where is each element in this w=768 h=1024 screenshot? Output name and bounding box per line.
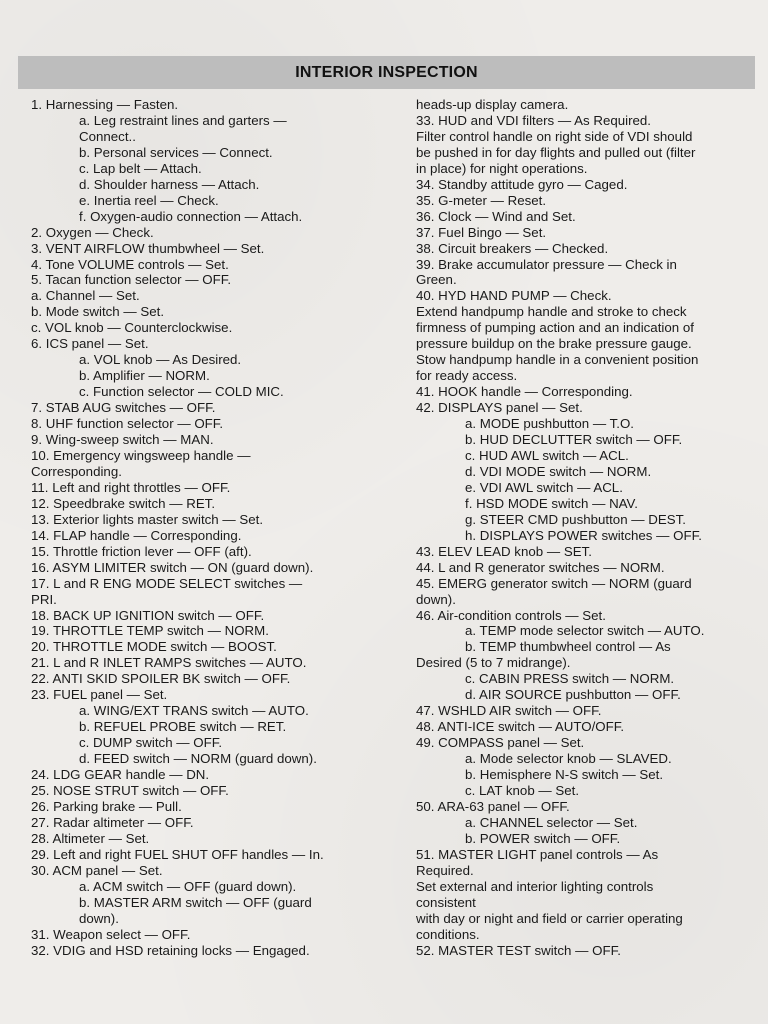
checklist-line: 52. MASTER TEST switch — OFF. bbox=[416, 942, 621, 958]
checklist-line: Green. bbox=[416, 272, 457, 288]
checklist-line: 30. ACM panel — Set. bbox=[31, 862, 163, 878]
checklist-line: a. VOL knob — As Desired. bbox=[79, 352, 242, 368]
checklist-line: 49. COMPASS panel — Set. bbox=[416, 735, 585, 751]
checklist-line: 18. BACK UP IGNITION switch — OFF. bbox=[31, 607, 265, 623]
checklist-line: b. Personal services — Connect. bbox=[79, 144, 273, 160]
checklist-line: be pushed in for day flights and pulled out (filter bbox=[416, 144, 696, 160]
checklist-line: for ready access. bbox=[416, 368, 518, 384]
checklist-line: 27. Radar altimeter — OFF. bbox=[31, 814, 194, 830]
checklist-line: 37. Fuel Bingo — Set. bbox=[416, 224, 547, 240]
checklist-line: a. Channel — Set. bbox=[31, 288, 140, 304]
checklist-line: c. HUD AWL switch — ACL. bbox=[465, 447, 629, 463]
checklist-line: 8. UHF function selector — OFF. bbox=[31, 416, 224, 432]
checklist-line: b. HUD DECLUTTER switch — OFF. bbox=[465, 432, 683, 448]
checklist-line: 17. L and R ENG MODE SELECT switches — bbox=[31, 575, 303, 591]
checklist-line: with day or night and field or carrier operating bbox=[416, 910, 683, 926]
checklist-line: consistent bbox=[416, 894, 476, 910]
checklist-line: 7. STAB AUG switches — OFF. bbox=[31, 400, 216, 416]
checklist-line: pressure buildup on the brake pressure gauge. bbox=[416, 336, 692, 352]
checklist-line: 10. Emergency wingsweep handle — bbox=[31, 447, 251, 463]
checklist-line: Stow handpump handle in a convenient position bbox=[416, 352, 699, 368]
checklist-line: a. Mode selector knob — SLAVED. bbox=[465, 751, 672, 767]
checklist-line: 9. Wing-sweep switch — MAN. bbox=[31, 432, 214, 448]
checklist-line: Connect.. bbox=[79, 128, 136, 144]
checklist-line: 15. Throttle friction lever — OFF (aft). bbox=[31, 543, 252, 559]
checklist-line: 35. G-meter — Reset. bbox=[416, 192, 547, 208]
checklist-line: 36. Clock — Wind and Set. bbox=[416, 208, 576, 224]
left-column bbox=[31, 97, 401, 958]
checklist-line: 34. Standby attitude gyro — Caged. bbox=[416, 176, 628, 192]
checklist-line: 3. VENT AIRFLOW thumbwheel — Set. bbox=[31, 240, 265, 256]
checklist-line: c. DUMP switch — OFF. bbox=[79, 735, 223, 751]
checklist-line: Extend handpump handle and stroke to check bbox=[416, 304, 687, 320]
checklist-line: 26. Parking brake — Pull. bbox=[31, 798, 182, 814]
checklist-line: d. AIR SOURCE pushbutton — OFF. bbox=[465, 687, 681, 703]
checklist-line: firmness of pumping action and an indication of bbox=[416, 320, 694, 336]
checklist-line: 44. L and R generator switches — NORM. bbox=[416, 559, 665, 575]
checklist-line: 39. Brake accumulator pressure — Check in bbox=[416, 256, 677, 272]
checklist-line: 40. HYD HAND PUMP — Check. bbox=[416, 288, 612, 304]
checklist-line: 16. ASYM LIMITER switch — ON (guard down). bbox=[31, 559, 314, 575]
checklist-line: Set external and interior lighting controls bbox=[416, 878, 654, 894]
checklist-line: 2. Oxygen — Check. bbox=[31, 224, 154, 240]
checklist-line: 12. Speedbrake switch — RET. bbox=[31, 495, 216, 511]
checklist-line: c. LAT knob — Set. bbox=[465, 782, 580, 798]
checklist-line: 29. Left and right FUEL SHUT OFF handles — In. bbox=[31, 846, 324, 862]
checklist-line: 13. Exterior lights master switch — Set. bbox=[31, 511, 264, 527]
checklist-line: a. TEMP mode selector switch — AUTO. bbox=[465, 623, 705, 639]
checklist-line: f. HSD MODE switch — NAV. bbox=[465, 495, 638, 511]
checklist-line: c. CABIN PRESS switch — NORM. bbox=[465, 671, 675, 687]
checklist-line: 25. NOSE STRUT switch — OFF. bbox=[31, 782, 229, 798]
checklist-line: d. VDI MODE switch — NORM. bbox=[465, 463, 652, 479]
checklist-line: b. POWER switch — OFF. bbox=[465, 830, 621, 846]
right-column bbox=[416, 97, 756, 958]
checklist-line: c. Function selector — COLD MIC. bbox=[79, 384, 284, 400]
checklist-line: a. CHANNEL selector — Set. bbox=[465, 814, 638, 830]
checklist-line: b. Amplifier — NORM. bbox=[79, 368, 210, 384]
checklist-line: 45. EMERG generator switch — NORM (guard bbox=[416, 575, 692, 591]
checklist-line: conditions. bbox=[416, 926, 480, 942]
checklist-line: in place) for night operations. bbox=[416, 160, 588, 176]
checklist-line: 28. Altimeter — Set. bbox=[31, 830, 150, 846]
checklist-line: heads-up display camera. bbox=[416, 97, 569, 112]
checklist-line: 33. HUD and VDI filters — As Required. bbox=[416, 112, 652, 128]
checklist-line: b. TEMP thumbwheel control — As bbox=[465, 639, 671, 655]
checklist-line: 38. Circuit breakers — Checked. bbox=[416, 240, 609, 256]
checklist-line: 24. LDG GEAR handle — DN. bbox=[31, 767, 210, 783]
checklist-line: down). bbox=[416, 591, 456, 607]
section-header bbox=[18, 56, 755, 89]
checklist-line: a. Leg restraint lines and garters — bbox=[79, 112, 287, 128]
checklist-line: 1. Harnessing — Fasten. bbox=[31, 97, 179, 112]
checklist-line: Desired (5 to 7 midrange). bbox=[416, 655, 571, 671]
checklist-line: Required. bbox=[416, 862, 474, 878]
checklist-line: 32. VDIG and HSD retaining locks — Engaged. bbox=[31, 942, 310, 958]
checklist-line: b. Mode switch — Set. bbox=[31, 304, 165, 320]
checklist-line: 43. ELEV LEAD knob — SET. bbox=[416, 543, 592, 559]
checklist-line: a. ACM switch — OFF (guard down). bbox=[79, 878, 297, 894]
checklist-line: 14. FLAP handle — Corresponding. bbox=[31, 527, 242, 543]
checklist-line: h. DISPLAYS POWER switches — OFF. bbox=[465, 527, 702, 543]
checklist-line: 11. Left and right throttles — OFF. bbox=[31, 479, 231, 495]
checklist-line: 31. Weapon select — OFF. bbox=[31, 926, 191, 942]
checklist-line: 21. L and R INLET RAMPS switches — AUTO. bbox=[31, 655, 307, 671]
checklist-line: a. WING/EXT TRANS switch — AUTO. bbox=[79, 703, 309, 719]
checklist-line: 20. THROTTLE MODE switch — BOOST. bbox=[31, 639, 277, 655]
checklist-line: 5. Tacan function selector — OFF. bbox=[31, 272, 232, 288]
checklist-line: c. Lap belt — Attach. bbox=[79, 160, 202, 176]
checklist-line: a. MODE pushbutton — T.O. bbox=[465, 416, 634, 432]
checklist-line: e. VDI AWL switch — ACL. bbox=[465, 479, 623, 495]
checklist-line: 41. HOOK handle — Corresponding. bbox=[416, 384, 633, 400]
checklist-line: 42. DISPLAYS panel — Set. bbox=[416, 400, 583, 416]
checklist-line: Filter control handle on right side of VDI should bbox=[416, 128, 693, 144]
checklist-line: c. VOL knob — Counterclockwise. bbox=[31, 320, 233, 336]
checklist-line: b. REFUEL PROBE switch — RET. bbox=[79, 719, 287, 735]
checklist-line: 46. Air-condition controls — Set. bbox=[416, 607, 606, 623]
checklist-line: 19. THROTTLE TEMP switch — NORM. bbox=[31, 623, 269, 639]
checklist-line: 22. ANTI SKID SPOILER BK switch — OFF. bbox=[31, 671, 291, 687]
checklist-line: f. Oxygen-audio connection — Attach. bbox=[79, 208, 303, 224]
checklist-line: down). bbox=[79, 910, 119, 926]
checklist-line: 51. MASTER LIGHT panel controls — As bbox=[416, 846, 659, 862]
checklist-line: b. Hemisphere N-S switch — Set. bbox=[465, 767, 664, 783]
checklist-line: 48. ANTI-ICE switch — AUTO/OFF. bbox=[416, 719, 625, 735]
checklist-line: Corresponding. bbox=[31, 463, 122, 479]
checklist-line: 4. Tone VOLUME controls — Set. bbox=[31, 256, 229, 272]
checklist-line: b. MASTER ARM switch — OFF (guard bbox=[79, 894, 312, 910]
checklist-line: 6. ICS panel — Set. bbox=[31, 336, 149, 352]
checklist-line: PRI. bbox=[31, 591, 57, 607]
checklist-line: e. Inertia reel — Check. bbox=[79, 192, 219, 208]
checklist-line: d. FEED switch — NORM (guard down). bbox=[79, 751, 317, 767]
checklist-line: d. Shoulder harness — Attach. bbox=[79, 176, 260, 192]
checklist-line: 50. ARA-63 panel — OFF. bbox=[416, 798, 570, 814]
section-title: INTERIOR INSPECTION bbox=[295, 63, 478, 81]
checklist-line: 23. FUEL panel — Set. bbox=[31, 687, 168, 703]
checklist-line: 47. WSHLD AIR switch — OFF. bbox=[416, 703, 602, 719]
checklist-line: g. STEER CMD pushbutton — DEST. bbox=[465, 511, 686, 527]
